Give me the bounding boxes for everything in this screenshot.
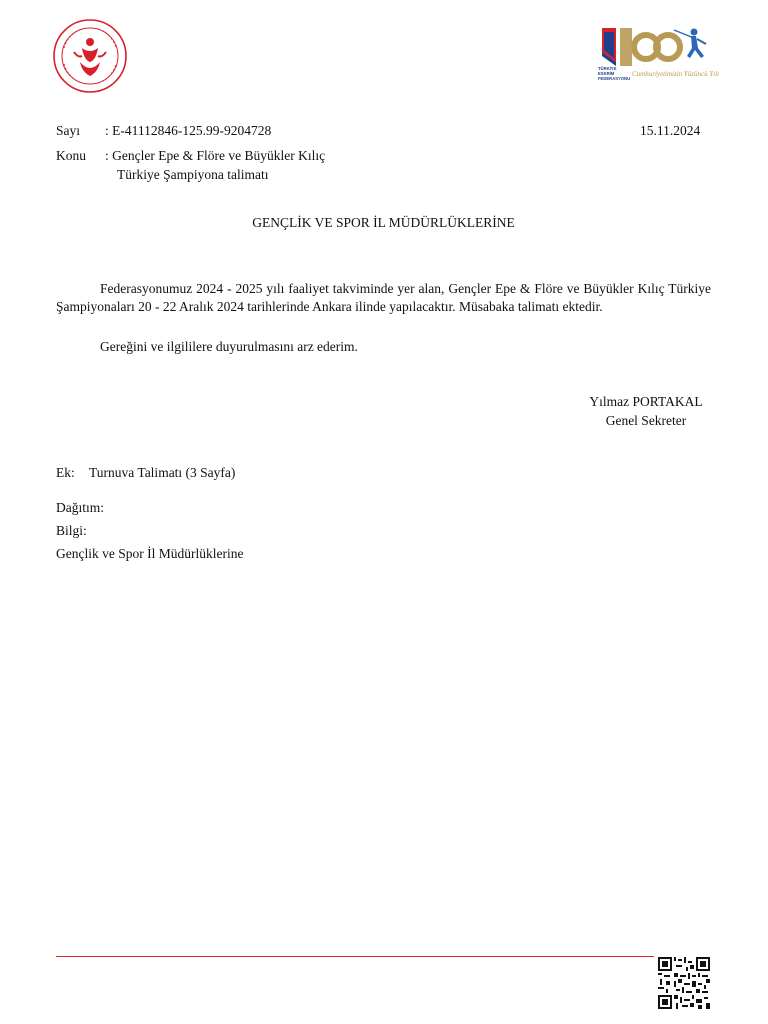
attachment-value: Turnuva Talimatı (3 Sayfa)	[89, 465, 236, 480]
footer-divider-line	[56, 956, 654, 957]
federation-centennial-logo	[598, 22, 720, 84]
attachment-label: Ek:	[56, 465, 75, 480]
federation-name-text: TÜRKİYE ESKRİM FEDERASYONU	[598, 66, 631, 81]
addressee-heading: GENÇLİK VE SPOR İL MÜDÜRLÜKLERİNE	[252, 215, 515, 230]
signature-title: Genel Sekreter	[605, 413, 687, 428]
document-date: 15.11.2024	[640, 123, 701, 138]
sayi-label: Sayı	[56, 123, 81, 138]
body-paragraph-1: Federasyonumuz 2024 - 2025 yılı faaliyet takviminde yer alan, Gençler Epe & Flöre ve Büyükler Kılıç Türkiye Şampiyonaları 20 - 22 Aralık 2024 tarihlerinde Ankara ilinde yapılacaktır. Müsabaka talimatı ektedir.	[56, 281, 711, 314]
distribution-recipient: Gençlik ve Spor İl Müdürlüklerine	[56, 546, 244, 561]
dagitim-label: Dağıtım:	[56, 500, 104, 515]
sayi-value: : E-41112846-125.99-9204728	[105, 123, 272, 138]
konu-line-1: : Gençler Epe & Flöre ve Büyükler Kılıç	[105, 148, 326, 163]
signature-name: Yılmaz PORTAKAL	[589, 394, 703, 409]
konu-line-2: Türkiye Şampiyona talimatı	[117, 167, 269, 182]
ministry-seal-logo	[52, 18, 128, 94]
qr-code[interactable]	[658, 957, 710, 1009]
centennial-tagline: Cumhuriyetimizin Yüzüncü Yılı	[632, 70, 720, 78]
body-paragraph-2: Gereğini ve ilgililere duyurulmasını arz ederim.	[100, 339, 358, 354]
konu-label: Konu	[56, 148, 86, 163]
bilgi-label: Bilgi:	[56, 523, 87, 538]
